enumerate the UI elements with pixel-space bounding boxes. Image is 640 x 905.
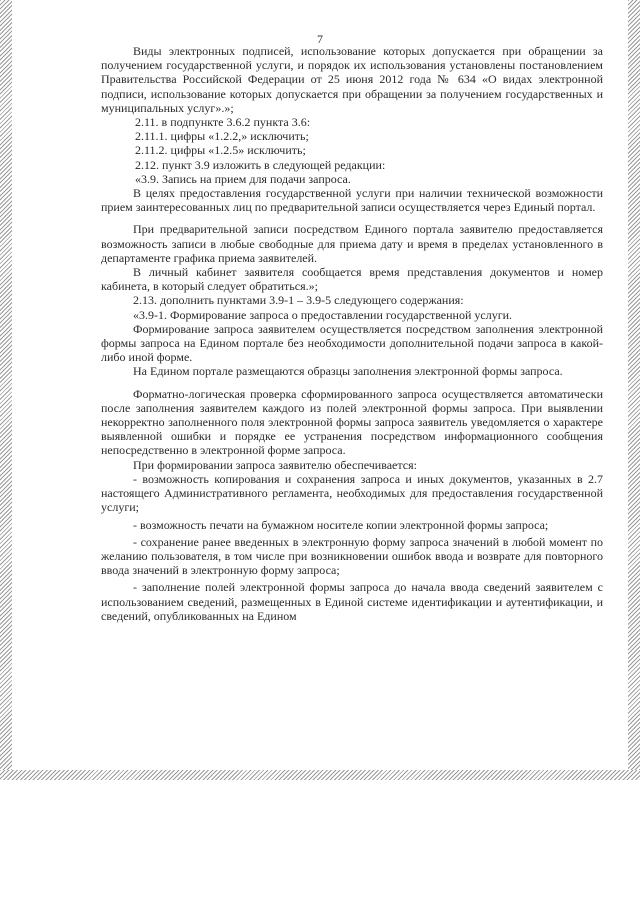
page-number: 7: [317, 32, 323, 46]
paragraph: - заполнение полей электронной формы запроса до начала ввода сведений заявителем с использованием сведений, размещенных в Единой системе идентификации и аутентификации, и сведений, опубликованных на Едином: [101, 580, 603, 623]
paragraph: 2.12. пункт 3.9 изложить в следующей редакции:: [135, 157, 386, 172]
paragraph: - возможность копирования и сохранения запроса и иных документов, указанных в 2.7 настоящего Административного регламента, необходимых для предоставления государственной услуги;: [101, 471, 603, 515]
paragraph: 2.11.1. цифры «1.2.2,» исключить;: [135, 129, 309, 144]
paragraph: 2.13. дополнить пунктами 3.9-1 – 3.9-5 следующего содержания:: [133, 293, 464, 308]
paragraph: Формирование запроса заявителем осуществляется посредством заполнения электронной формы запроса на Едином портале без необходимости дополнительной подачи запроса в какой-либо иной форме.: [101, 321, 603, 365]
paragraph: 2.11. в подпункте 3.6.2 пункта 3.6:: [135, 115, 311, 130]
paragraph: «3.9-1. Формирование запроса о предоставлении государственной услуги.: [133, 307, 513, 322]
scan-border-right: [628, 0, 640, 770]
paragraph: При предварительной записи посредством Единого портала заявителю предоставляется возможность записи в любые свободные для приема дату и время в пределах установленного в департаменте графика приема заявителей.: [101, 222, 603, 265]
scan-border-left: [0, 0, 12, 770]
paragraph: На Едином портале размещаются образцы заполнения электронной формы запроса.: [133, 364, 563, 379]
paragraph: 2.11.2. цифры «1.2.5» исключить;: [135, 143, 306, 158]
paragraph: «3.9. Запись на прием для подачи запроса.: [135, 171, 351, 186]
paragraph: - возможность печати на бумажном носителе копии электронной формы запроса;: [133, 517, 549, 532]
paragraph: При формировании запроса заявителю обеспечивается:: [133, 457, 417, 472]
paragraph: В целях предоставления государственной услуги при наличии технической возможности прием заинтересованных лиц по предварительной записи осуществляется через Единый портал.: [101, 186, 603, 215]
document-body: [101, 44, 603, 623]
scan-border-bottom: [0, 770, 640, 780]
paragraph: В личный кабинет заявителя сообщается время представления документов и номер кабинета, в который следует обратиться.»;: [101, 265, 603, 294]
paragraph: - сохранение ранее введенных в электронную форму запроса значений в любой момент по желанию пользователя, в том числе при возникновении ошибок ввода и возврате для повторного ввода значений в электронную форму запроса;: [101, 534, 603, 578]
paragraph: Виды электронных подписей, использование которых допускается при обращении за получением государственной услуги, и порядок их использования установлены постановлением Правительства Российской Федерации от 25 июня 2012 года № 634 «О видах электронной подписи, использование которых допускается при обращении за получением государственных и муниципальных услуг».»;: [101, 44, 603, 115]
paragraph: Форматно-логическая проверка сформированного запроса осуществляется автоматически после заполнения заявителем каждого из полей электронной формы запроса. При выявлении некорректно заполненного поля электронной формы запроса заявитель уведомляется о характере выявленной ошибки и порядке ее устранения посредством информационного сообщения непосредственно в электронной форме запроса.: [101, 386, 603, 458]
